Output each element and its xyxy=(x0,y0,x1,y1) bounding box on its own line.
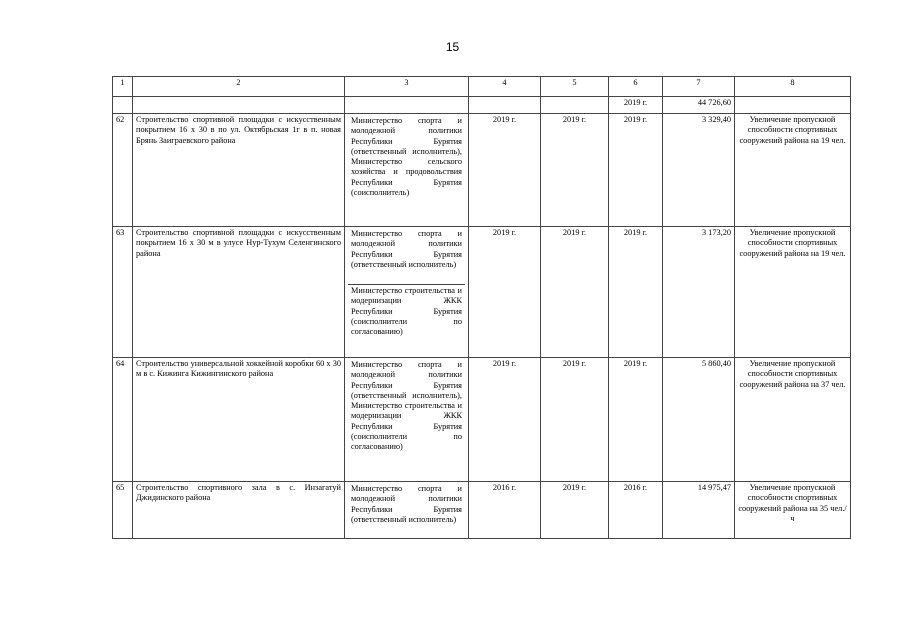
executors-cell xyxy=(345,358,469,482)
cell-amount: 14 975,47 xyxy=(663,482,735,539)
cell-amount: 3 173,20 xyxy=(663,227,735,358)
column-header: 8 xyxy=(735,77,851,97)
cell-date: 2019 г. xyxy=(469,358,541,482)
column-header: 2 xyxy=(133,77,345,97)
cell-amount: 3 329,40 xyxy=(663,114,735,227)
header-row xyxy=(113,77,851,97)
measure-name: Строительство спортивной площадки с искусственным покрытием 16 х 30 м в улусе Нур-Тухум Селенгинского района xyxy=(133,227,345,358)
table-row xyxy=(113,227,851,358)
cell-date: 2019 г. xyxy=(541,482,609,539)
table-row xyxy=(113,114,851,227)
cell-date: 2019 г. xyxy=(541,114,609,227)
cell-amount: 5 860,40 xyxy=(663,358,735,482)
result-cell: Увеличение пропускной способности спортивных сооружений района на 19 чел. xyxy=(735,114,851,227)
executor: Министерство строительства и модернизации ЖКК Республики Бурятия (соисполнители по согласованию) xyxy=(348,284,465,338)
cell-date: 2019 г. xyxy=(541,227,609,358)
executor: Министерство спорта и молодежной политики Республики Бурятия (ответственный исполнитель) xyxy=(351,229,462,269)
row-number: 62 xyxy=(113,114,133,227)
page-number: 15 xyxy=(445,40,460,54)
executor: Министерство спорта и молодежной политики Республики Бурятия (ответственный исполнитель), Министерство строительства и модернизации ЖКК Республики Бурятия (соисполнители по согласованию) xyxy=(351,360,462,452)
executors-cell xyxy=(345,114,469,227)
column-header: 4 xyxy=(469,77,541,97)
cell-date: 2019 г. xyxy=(469,227,541,358)
cell-date: 2019 г. xyxy=(469,114,541,227)
program-table xyxy=(112,76,851,539)
cell-date: 2019 г. xyxy=(609,227,663,358)
continuation-row xyxy=(113,97,851,114)
executors-cell xyxy=(345,227,469,358)
cell-date: 2019 г. xyxy=(609,97,663,114)
executor: Министерство спорта и молодежной политики Республики Бурятия (ответственный исполнитель), Министерство сельского хозяйства и продовольствия Республики Бурятия (соисполнитель) xyxy=(351,116,462,198)
result-cell: Увеличение пропускной способности спортивных сооружений района на 35 чел./ч xyxy=(735,482,851,539)
table-row xyxy=(113,358,851,482)
column-header: 5 xyxy=(541,77,609,97)
measure-name: Строительство спортивной площадки с искусственным покрытием 16 х 30 в по ул. Октябрьская 1г в п. новая Брянь Заиграевского района xyxy=(133,114,345,227)
column-header: 1 xyxy=(113,77,133,97)
cell-date: 2016 г. xyxy=(469,482,541,539)
measure-name: Строительство универсальной хоккейной коробки 60 х 30 м в с. Кижинга Кижингинского района xyxy=(133,358,345,482)
result-cell: Увеличение пропускной способности спортивных сооружений района на 19 чел. xyxy=(735,227,851,358)
executors-cell xyxy=(345,482,469,539)
row-number: 65 xyxy=(113,482,133,539)
row-number: 63 xyxy=(113,227,133,358)
cell-date: 2016 г. xyxy=(609,482,663,539)
measure-name: Строительство спортивного зала в с. Инзагатуй Джидинского района xyxy=(133,482,345,539)
column-header: 3 xyxy=(345,77,469,97)
cell-date: 2019 г. xyxy=(541,358,609,482)
cell-date: 2019 г. xyxy=(609,358,663,482)
column-header: 7 xyxy=(663,77,735,97)
cell-date: 2019 г. xyxy=(609,114,663,227)
cell-amount: 44 726,60 xyxy=(663,97,735,114)
row-number: 64 xyxy=(113,358,133,482)
executor: Министерство спорта и молодежной политики Республики Бурятия (ответственный исполнитель) xyxy=(351,484,462,524)
column-header: 6 xyxy=(609,77,663,97)
table-row xyxy=(113,482,851,539)
result-cell: Увеличение пропускной способности спортивных сооружений района на 37 чел. xyxy=(735,358,851,482)
